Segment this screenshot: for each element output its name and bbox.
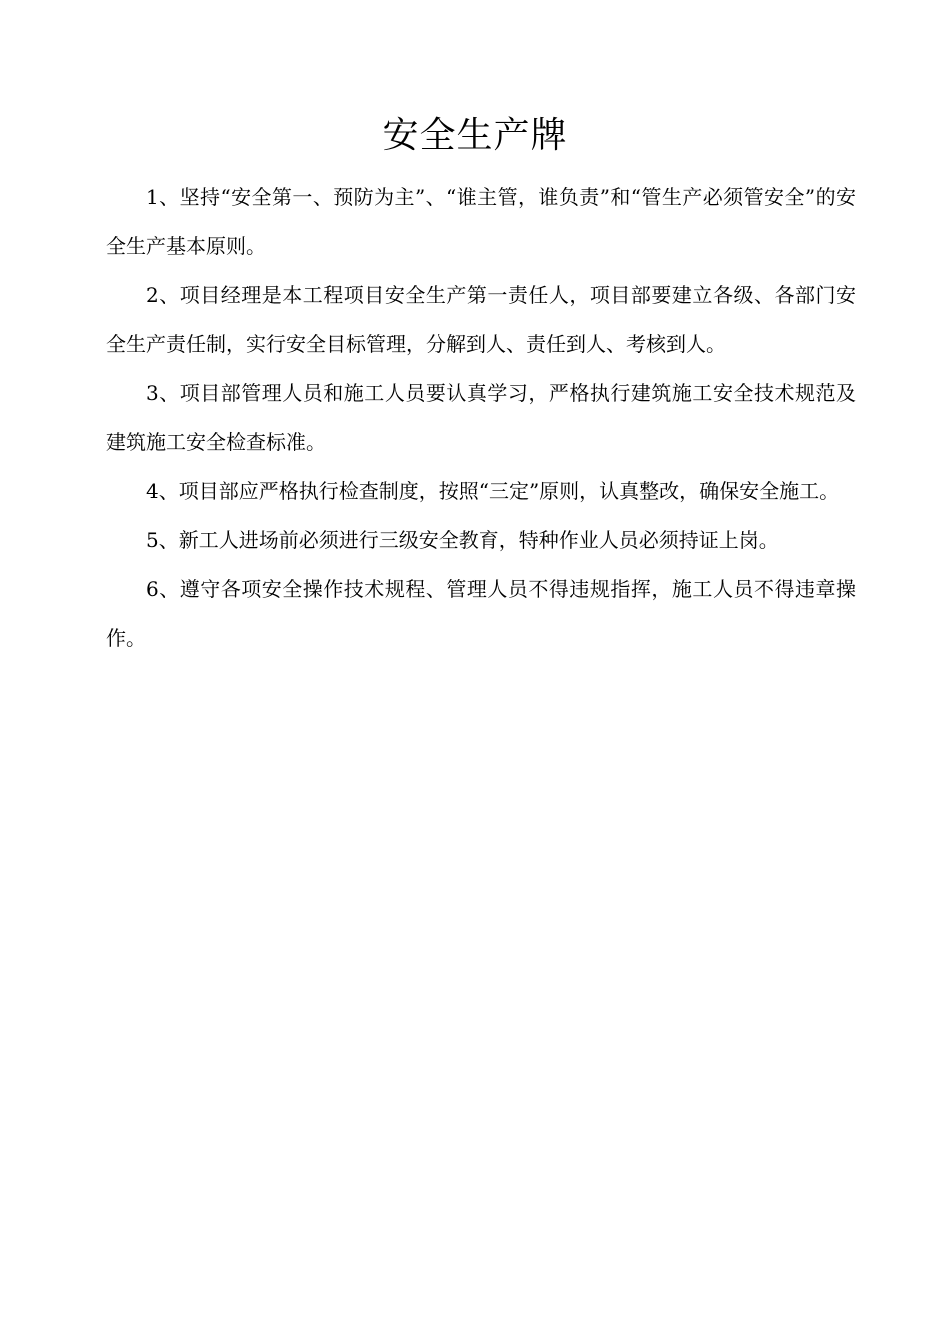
document-title: 安全生产牌 xyxy=(382,115,568,156)
rule-paragraph-4: 4、项目部应严格执行检查制度，按照“三定”原则，认真整改，确保安全施工。 xyxy=(146,479,840,503)
document-body xyxy=(106,173,856,663)
rule-paragraph-1: 1、坚持“安全第一、预防为主”、“谁主管，谁负责”和“管生产必须管安全”的安全生产基本原则。 xyxy=(106,185,856,258)
rule-paragraph-6: 6、遵守各项安全操作技术规程、管理人员不得违规指挥，施工人员不得违章操作。 xyxy=(106,577,856,650)
rule-paragraph-2: 2、项目经理是本工程项目安全生产第一责任人，项目部要建立各级、各部门安全生产责任制，实行安全目标管理，分解到人、责任到人、考核到人。 xyxy=(106,283,856,356)
rule-paragraph-5: 5、新工人进场前必须进行三级安全教育，特种作业人员必须持证上岗。 xyxy=(146,528,779,552)
rule-paragraph-3: 3、项目部管理人员和施工人员要认真学习，严格执行建筑施工安全技术规范及建筑施工安全检查标准。 xyxy=(106,381,856,454)
